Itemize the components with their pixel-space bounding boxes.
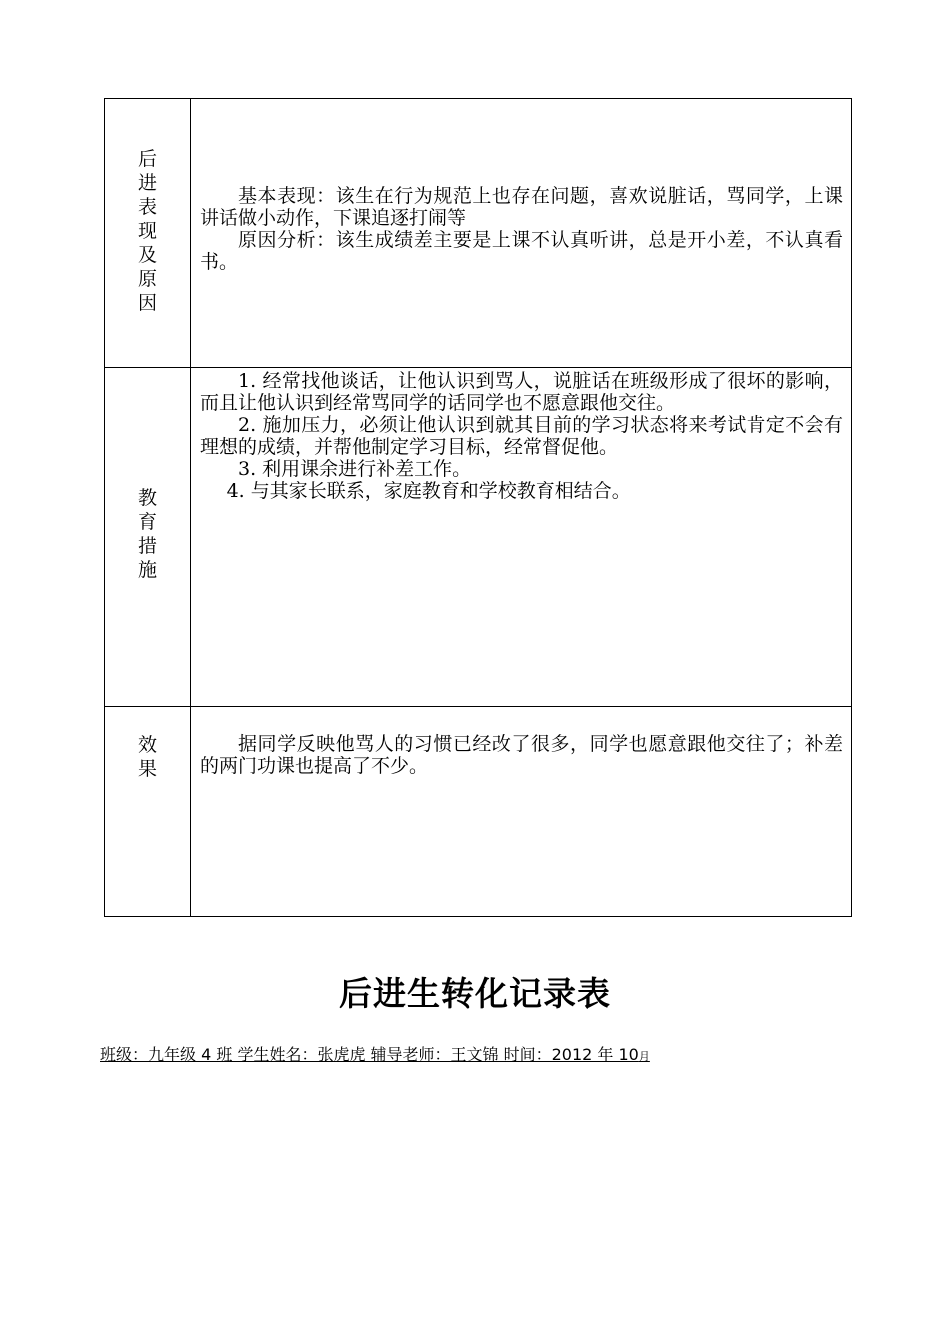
content-cell-performance — [191, 99, 852, 368]
table-row-measures — [105, 368, 852, 707]
label-cell-effect — [105, 707, 191, 917]
student-info-text: 班级：九年级 4 班 学生姓名：张虎虎 辅导老师：王文锦 时间：2012 年 10 — [100, 1045, 639, 1064]
measure-item-1: 1. 经常找他谈话，让他认识到骂人，说脏话在班级形成了很坏的影响，而且让他认识到经常骂同学的话同学也不愿意跟他交往。 — [200, 370, 843, 414]
measure-item-3: 3. 利用课余进行补差工作。 — [238, 458, 472, 480]
table-row-effect — [105, 707, 852, 917]
record-table — [104, 98, 852, 917]
student-info-month: 月 — [638, 1050, 650, 1063]
row-label-effect: 效果 — [137, 734, 157, 780]
paragraph-cause-analysis: 原因分析：该生成绩差主要是上课不认真听讲，总是开小差，不认真看书。 — [200, 229, 843, 273]
row-label-measures: 教育措施 — [137, 487, 157, 581]
paragraph-effect: 据同学反映他骂人的习惯已经改了很多，同学也愿意跟他交往了；补差的两门功课也提高了不少。 — [200, 733, 843, 777]
row-label-performance: 后进表现及原因 — [137, 148, 157, 314]
student-info-line — [100, 1042, 650, 1065]
label-cell-performance — [105, 99, 191, 368]
measure-item-4: 4. 与其家长联系，家庭教育和学校教育相结合。 — [226, 480, 631, 502]
page-title: 后进生转化记录表 — [339, 974, 611, 1013]
measure-item-2: 2. 施加压力，必须让他认识到就其目前的学习状态将来考试肯定不会有理想的成绩，并帮他制定学习目标，经常督促他。 — [200, 414, 843, 458]
content-cell-effect — [191, 707, 852, 917]
label-cell-measures — [105, 368, 191, 707]
table-row-performance — [105, 99, 852, 368]
content-cell-measures — [191, 368, 852, 707]
paragraph-basic-performance: 基本表现：该生在行为规范上也存在问题，喜欢说脏话，骂同学，上课讲话做小动作，下课追逐打闹等 — [200, 185, 843, 229]
